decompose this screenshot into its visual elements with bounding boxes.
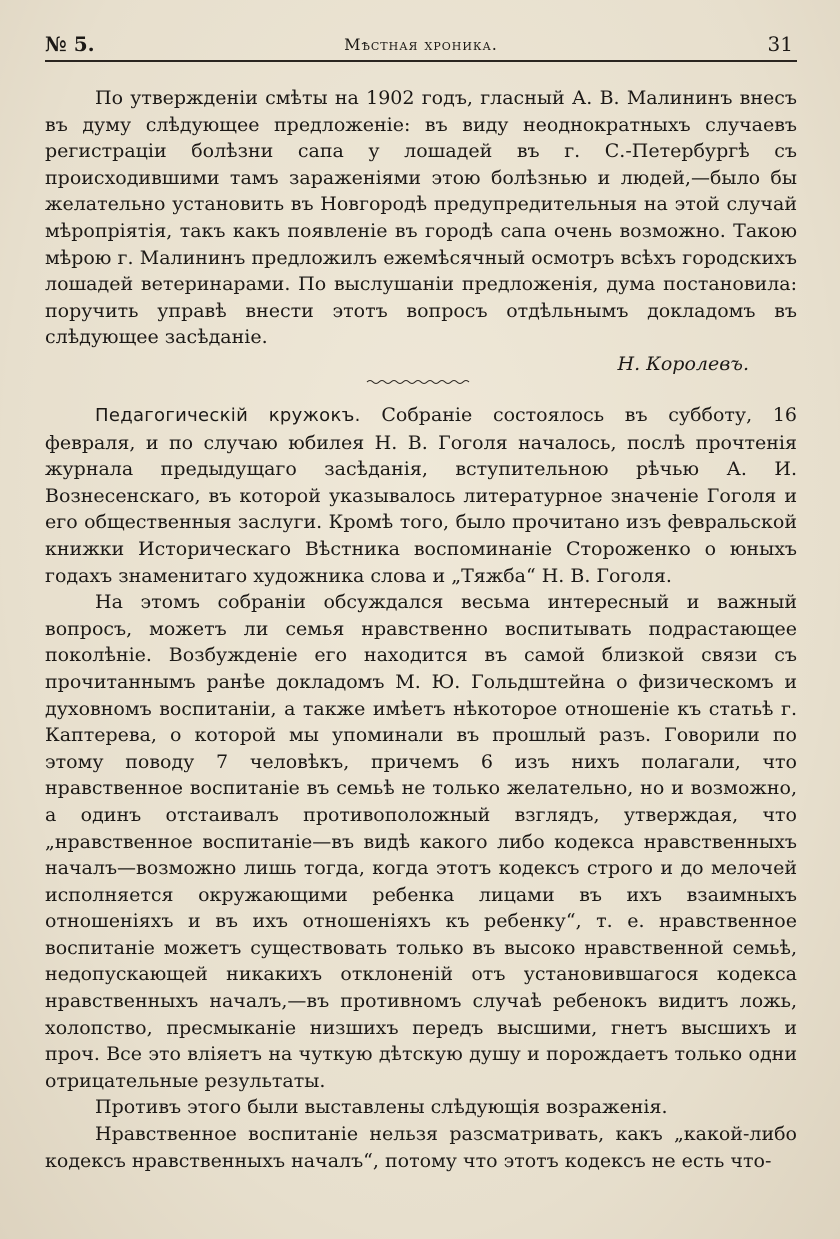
article-glanders-paragraph: По утвержденiи смѣты на 1902 годъ, гласный А. В. Малининъ внесъ въ думу слѣдующее предложенiе: въ виду неоднократныхъ случаевъ регистрацiи болѣзни сапа у лошадей въ г. С.-Петербургѣ съ происходившими тамъ зараженiями этою болѣзнью и людей,—было бы желательно установить въ Новгородѣ предупредительныя на этой случай мѣропрiятiя, такъ какъ появленiе въ городѣ сапа очень возможно. Такою мѣрою г. Малининъ предложилъ ежемѣсячный осмотръ всѣхъ городскихъ лошадей ветеринарами. По выслушанiи предложенiя, дума постановила: поручить управѣ внести этотъ вопросъ отдѣльнымъ докладомъ въ слѣдующее засѣданiе.: [45, 87, 797, 349]
paragraph-4: Нравственное воспитанiе нельзя разсматривать, какъ „какой-либо кодексъ нравственныхъ началъ“, потому что этотъ кодексъ не есть что-: [45, 1123, 797, 1172]
page-header: [45, 30, 797, 62]
issue-number: № 5.: [45, 32, 95, 56]
paragraph-1-text: Собранiе состоялось въ субботу, 16 февраля, и по случаю юбилея Н. В. Гоголя началось, послѣ прочтенiя журнала предыдущаго засѣданiя, вступительною рѣчью А. И. Вознесенскаго, въ которой указывалось литературное значенiе Гоголя и его общественныя заслуги. Кромѣ того, было прочитано изъ февральской книжки Историческаго Вѣстника воспоминанiе Стороженко о юныхъ годахъ знаменитаго художника слова и „Тяжба“ Н. В. Гоголя.: [45, 404, 798, 587]
section-divider-ornament: [365, 378, 473, 386]
section-heading: Педагогическiй кружокъ.: [95, 405, 361, 426]
page-number: 31: [767, 32, 793, 56]
running-title: Мѣстная хроника.: [344, 35, 498, 54]
article-glanders: [45, 85, 797, 378]
author-signature: Н. Королевъ.: [617, 352, 749, 375]
paragraph-1: [45, 402, 797, 589]
paragraph-2: На этомъ собранiи обсуждался весьма интересный и важный вопросъ, можетъ ли семья нравственно воспитывать подрастающее поколѣнiе. Возбужденiе его находится въ самой близкой связи съ прочитаннымъ ранѣе докладомъ М. Ю. Гольдштейна о физическомъ и духовномъ воспитанiи, а также имѣетъ нѣкоторое отношенiе къ статьѣ г. Каптерева, о которой мы упоминали въ прошлый разъ. Говорили по этому поводу 7 человѣкъ, причемъ 6 изъ нихъ полагали, что нравственное воспитанiе въ семьѣ не только желательно, но и возможно, а одинъ отстаивалъ противоположный взглядъ, утверждая, что „нравственное воспитанiе—въ видѣ какого либо кодекса нравственныхъ началъ—возможно лишь тогда, когда этотъ кодексъ строго и до мелочей исполняется окружающими ребенка лицами въ ихъ взаимныхъ отношенiяхъ и въ ихъ отношенiяхъ къ ребенку“, т. е. нравственное воспитанiе можетъ существовать только въ высоко нравственной семьѣ, недопускающей никакихъ отклоненiй отъ установившагося кодекса нравственныхъ началъ,—въ противномъ случаѣ ребенокъ видитъ ложь, холопство, пресмыканiе низшихъ передъ высшими, гнетъ высшихъ и проч. Все это влiяетъ на чуткую дѣтскую душу и порождаетъ только одни отрицательные результаты.: [45, 591, 797, 1092]
paragraph-3: Противъ этого были выставлены слѣдующiя возраженiя.: [95, 1096, 668, 1119]
article-pedagogical-circle: [45, 402, 797, 1174]
